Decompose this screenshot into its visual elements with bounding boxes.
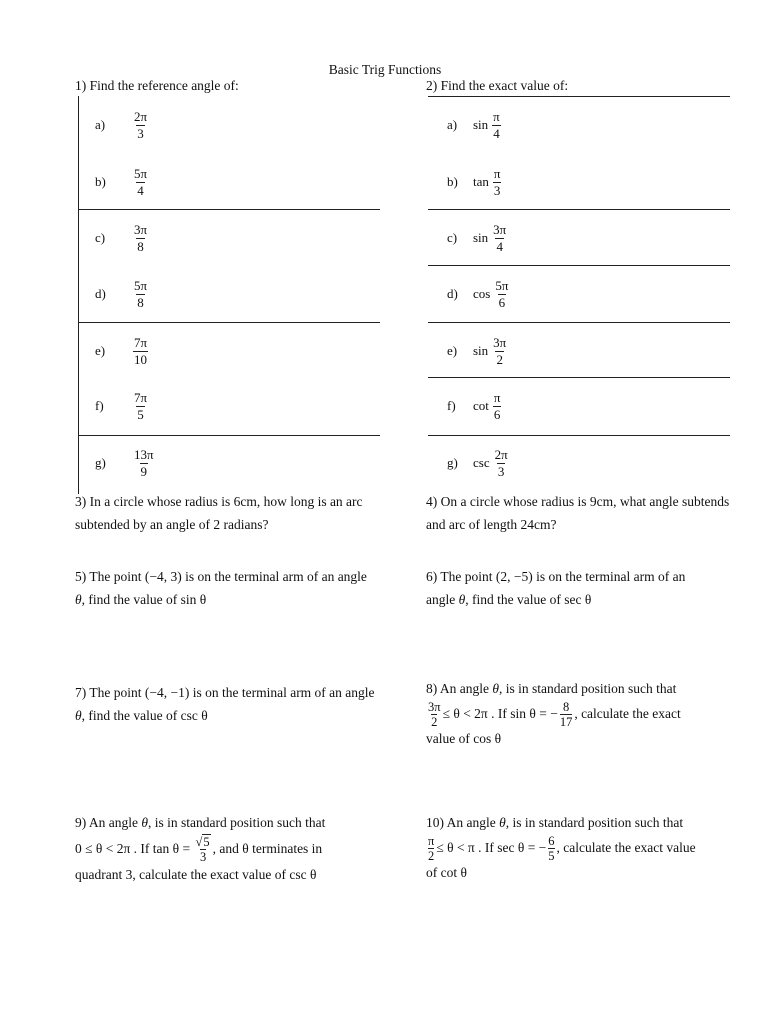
numerator: 5π — [134, 165, 148, 181]
trig-function: cot — [473, 398, 489, 413]
q10-mid: , is in standard position such that — [505, 815, 684, 830]
q7-lead: 7) The point — [75, 685, 142, 700]
denominator: 4 — [496, 238, 503, 254]
numerator: 3π — [493, 334, 507, 350]
fraction — [492, 223, 507, 254]
numerator: π — [493, 108, 500, 124]
q9-lead: 9) An angle — [75, 815, 138, 830]
denominator: 9 — [140, 463, 148, 479]
q1-item-b — [95, 160, 150, 204]
theta-symbol: θ — [458, 592, 466, 607]
numerator: 3π — [428, 699, 441, 714]
denominator: 5 — [137, 406, 144, 422]
denominator: 6 — [498, 294, 506, 310]
trig-function: cos — [473, 286, 491, 301]
item-label: f) — [447, 398, 456, 413]
q6-tail: , find the value of — [465, 592, 561, 607]
denominator: 2 — [496, 351, 503, 367]
q7-tail: , find the value of — [81, 708, 178, 723]
fraction — [494, 448, 509, 479]
item-label: e) — [95, 343, 106, 358]
fraction — [492, 110, 501, 141]
q8-lower-bound — [428, 701, 441, 729]
q10-lead: 10) An angle — [426, 815, 496, 830]
q2-top-rule — [428, 96, 730, 97]
q5-expression: sin θ — [180, 592, 207, 607]
question-1-prompt: 1) Find the reference angle of: — [75, 78, 239, 93]
fraction — [492, 336, 507, 367]
q8-value — [560, 701, 573, 729]
numerator: 7π — [134, 334, 148, 350]
denominator: 17 — [559, 714, 573, 729]
trig-function: sin — [473, 117, 489, 132]
item-label: c) — [447, 230, 458, 245]
q6-expression: sec θ — [564, 592, 592, 607]
q10-tail: , calculate the exact value — [556, 840, 696, 855]
q1-item-a — [95, 103, 150, 147]
q8-tail-2: value of cos θ — [426, 731, 502, 746]
numerator: 2π — [134, 108, 148, 124]
q6-word: angle — [426, 592, 456, 607]
fraction — [133, 279, 148, 310]
denominator: 3 — [497, 463, 505, 479]
question-8 — [426, 679, 756, 749]
q9-range: 0 ≤ θ < 2π . If tan θ = — [75, 841, 191, 856]
question-3: 3) In a circle whose radius is 6cm, how long is an arc subtended by an angle of 2 radians? — [75, 494, 363, 532]
q6-lead: 6) The point — [426, 569, 493, 584]
item-label: g) — [447, 455, 458, 470]
q7-expression: csc θ — [180, 708, 208, 723]
denominator: 3 — [137, 125, 144, 141]
q9-mid: , is in standard position such that — [148, 815, 326, 830]
numerator: π — [493, 165, 501, 181]
numerator: 6 — [548, 833, 555, 848]
q9-value: $\frac{√5}{3}$ — [195, 834, 210, 864]
denominator: 5 — [548, 848, 555, 863]
trig-function: tan — [473, 174, 489, 189]
question-6 — [426, 565, 746, 611]
theta-symbol: θ — [75, 592, 82, 607]
numerator: 5π — [134, 277, 148, 293]
trig-function: sin — [473, 230, 489, 245]
question-5 — [75, 565, 420, 611]
q2-item-b — [447, 160, 503, 204]
q2-item-a — [447, 103, 503, 147]
q10-value — [548, 835, 554, 863]
numerator: π — [428, 833, 435, 848]
item-label: c) — [95, 230, 106, 245]
q8-range: ≤ θ < 2π . If sin θ = − — [442, 706, 558, 721]
q9-tail-2: quadrant 3, calculate the exact value of csc θ — [75, 867, 317, 882]
fraction — [133, 110, 148, 141]
q2-rule-1 — [428, 209, 730, 210]
q2-item-d — [447, 272, 511, 316]
q5-point: (−4, 3) — [144, 569, 182, 584]
q8-mid: , is in standard position such that — [499, 681, 677, 696]
q8-lead: 8) An angle — [426, 681, 489, 696]
q2-item-c — [447, 216, 509, 260]
theta-symbol: θ — [499, 815, 506, 830]
numerator: 2π — [494, 446, 508, 462]
q5-tail: , find the value of — [81, 592, 178, 607]
q5-lead: 5) The point — [75, 569, 142, 584]
question-10 — [426, 813, 761, 883]
fraction — [494, 279, 509, 310]
numerator: 8 — [562, 699, 570, 714]
question-7 — [75, 681, 420, 727]
fraction — [133, 448, 155, 479]
q2-item-e — [447, 329, 509, 373]
numerator: 3π — [493, 221, 507, 237]
q2-rule-2 — [428, 265, 730, 266]
q10-range: ≤ θ < π . If sec θ = − — [436, 840, 547, 855]
numerator: 7π — [134, 389, 148, 405]
q10-lower-bound — [428, 835, 434, 863]
question-4: 4) On a circle whose radius is 9cm, what angle subtends and arc of length 24cm? — [426, 494, 730, 532]
item-label: a) — [95, 117, 106, 132]
q1-rule-3 — [78, 435, 380, 436]
denominator: 4 — [137, 182, 144, 198]
numerator: 13π — [134, 446, 154, 462]
denominator: 2 — [431, 714, 438, 729]
q7-mid: is on the terminal arm of an angle — [192, 685, 375, 700]
trig-function: sin — [473, 343, 489, 358]
fraction — [133, 223, 148, 254]
denominator: 3 — [493, 182, 501, 198]
q6-point: (2, −5) — [495, 569, 533, 584]
denominator: 8 — [137, 238, 144, 254]
q1-item-e — [95, 329, 150, 373]
q5-mid: is on the terminal arm of an angle — [185, 569, 367, 584]
q2-item-f — [447, 384, 503, 428]
page-title: Basic Trig Functions — [328, 62, 442, 77]
q1-rule-2 — [78, 322, 380, 323]
denominator: 3 — [199, 849, 207, 864]
q1-rule-1 — [78, 209, 380, 210]
q2-rule-3 — [428, 322, 730, 323]
q10-tail-2: of cot θ — [426, 865, 467, 880]
item-label: f) — [95, 398, 104, 413]
q2-item-g — [447, 441, 511, 485]
theta-symbol: θ — [75, 708, 82, 723]
item-label: a) — [447, 117, 458, 132]
theta-symbol: θ — [141, 815, 149, 830]
q1-item-f — [95, 384, 150, 428]
q7-point: (−4, −1) — [144, 685, 190, 700]
item-label: g) — [95, 455, 106, 470]
fraction — [133, 391, 148, 422]
sqrt-radicand: 5 — [203, 834, 210, 849]
denominator: 8 — [137, 294, 144, 310]
fraction — [493, 167, 502, 198]
q9-tail: , and θ terminates in — [212, 841, 323, 856]
fraction — [133, 167, 148, 198]
item-label: d) — [447, 286, 458, 301]
denominator: 4 — [493, 125, 500, 141]
q2-rule-5 — [428, 435, 730, 436]
question-9 — [75, 813, 420, 885]
trig-function: csc — [473, 455, 490, 470]
question-2-prompt: 2) Find the exact value of: — [426, 78, 569, 93]
q1-item-g — [95, 441, 157, 485]
fraction — [133, 336, 148, 367]
numerator: π — [493, 389, 501, 405]
q1-item-c — [95, 216, 150, 260]
item-label: e) — [447, 343, 458, 358]
fraction — [493, 391, 502, 422]
denominator: 10 — [134, 351, 148, 367]
numerator: 5π — [495, 277, 509, 293]
q2-rule-4 — [428, 377, 730, 378]
theta-symbol: θ — [492, 681, 500, 696]
denominator: 2 — [428, 848, 435, 863]
item-label: b) — [447, 174, 458, 189]
q1-item-d — [95, 272, 150, 316]
q6-mid: is on the terminal arm of an — [536, 569, 686, 584]
item-label: b) — [95, 174, 106, 189]
numerator: 3π — [134, 221, 148, 237]
item-label: d) — [95, 286, 106, 301]
q8-tail: , calculate the exact — [574, 706, 681, 721]
denominator: 6 — [493, 406, 501, 422]
